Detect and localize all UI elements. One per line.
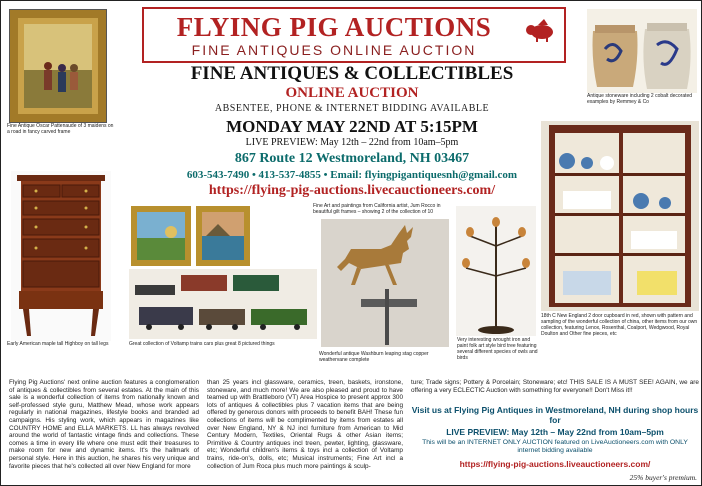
internet-only-info: This will be an INTERNET ONLY AUCTION featured on LiveAuctioneers.com with ONLY internet bidding available [422,439,688,454]
highboy-photo [11,171,111,341]
crocks-caption: Antique stoneware including 2 cobalt decorated examples by Remmey & Co [587,93,693,105]
live-preview: LIVE PREVIEW: May 12th – May 22nd from 10am–5pm [446,427,664,437]
visit-info: Visit us at Flying Pig Antiques in Westmoreland, NH during shop hours for [411,405,699,425]
highboy-caption: Early American maple tall Highboy on tall legs [7,341,109,347]
painting-caption: Fine Antique Oscar Pattenaude of 3 maidens on a road in fancy carved frame [7,123,114,135]
crocks-photo [587,9,697,93]
weathervane-photo [321,219,449,347]
trains-photo [129,269,317,339]
landscape-painting-1 [131,206,191,266]
body-column-1: Flying Pig Auctions' next online auction features a conglomeration of antiques & collectibles from several estates. At the main of this sale is a wonderful collection of items from nationally known and self-professed style guru, Matthew Mead, whose work appears regularly in national magazines, lifestyle books and branded ad campaigns. His styling work, which appears in magazines like COUNTRY HOME and ELLA MARKETS. LL has always revolved around the world of fantastic vintage finds and collections. These comes a time in every life where one must edit their treasures to make room for new and dynamic items. It's the hallmark of personal style. Here in this auction, he shares his very unique and favorite pieces that he's collected all over New England for more [9,379,199,470]
trains-caption: Great collection of Voltamp trains cars plus great 8 pictured things [129,341,275,347]
paintings-caption: Fine Art and paintings from California artist, Jum Rocco in beautiful gilt frames – showing 2 of the collection of 10 [313,203,441,215]
flying-pig-icon [524,17,556,43]
painting-photo [9,9,107,123]
auction-date: MONDAY MAY 22ND AT 5:15PM [226,117,478,136]
logo-title: FLYING PIG AUCTIONS [176,12,492,42]
body-column-2: than 25 years incl glassware, ceramics, treen, baskets, ironstone, stoneware, and much more! We are also pleased and proud to have teamed up with Brattleboro (VT) Area Hospice to present approx 300 lots of antiques & collectibles plus 7 vacation items that are being offered by generous donors with proceeds to benefit BAH! These fun collections of items will be complimented by items from estates all over New England, NY & NJ incl furniture from American to Mid Century Modern, Textiles, Oriental Rugs & other Asian items; Primitive & Country antiques incl treen, pewter, lighting, glassware, etc; Wonderful children's items & toys incl a collection of Voltamp trains, ride-on's, dolls, etc; Musical instruments; Fine Art incl a collection of Jum Roca plus much more paintings & sculp- [207,379,403,470]
weathervane-caption: Wonderful antique Washburn leaping stag copper weathervane complete [319,351,429,363]
logo-subtitle: FINE ANTIQUES ONLINE AUCTION [191,42,477,58]
headline: FINE ANTIQUES & COLLECTIBLES [190,63,514,84]
cupboard-photo [541,121,699,311]
liveauctioneers-url[interactable]: https://flying-pig-auctions.liveauctioneers.com/ [459,459,651,469]
bidding-info: ABSENTEE, PHONE & INTERNET BIDDING AVAILABLE [214,103,490,114]
logo-banner [142,7,566,63]
buyers-premium: 25% buyer's premium. [629,473,697,482]
bird-tree-photo [456,206,536,336]
contact-info: 603-543-7490 • 413-537-4855 • Email: flyingpigantiquesnh@gmail.com [186,169,518,181]
auction-url[interactable]: https://flying-pig-auctions.livecauctioneers.com/ [208,183,496,198]
address: 867 Route 12 Westmoreland, NH 03467 [234,151,470,166]
cupboard-caption: 18th C New England 2 door cupboard in red, shown with pattern and sampling of the wonderful collection of china, other items from our own collection, featuring Lenox, Rosenthal, Coalport, Wedgwood, Royal Doulton and Other fine pieces, etc [541,313,698,337]
preview-info: LIVE PREVIEW: May 12th – 22nd from 10am–5pm [245,137,459,148]
bird-tree-caption: Very interesting wrought iron and paint folk art style bird tree featuring several different species of owls and birds [457,337,538,361]
body-column-3: ture; Trade signs; Pottery & Porcelain; Stoneware; etc! THIS SALE IS A MUST SEE! AGAIN, we are offering a very ECLECTIC Auction with something for everyone!! Don't Miss it!! [411,379,699,394]
landscape-painting-2 [196,206,250,266]
subheadline: ONLINE AUCTION [285,85,419,101]
